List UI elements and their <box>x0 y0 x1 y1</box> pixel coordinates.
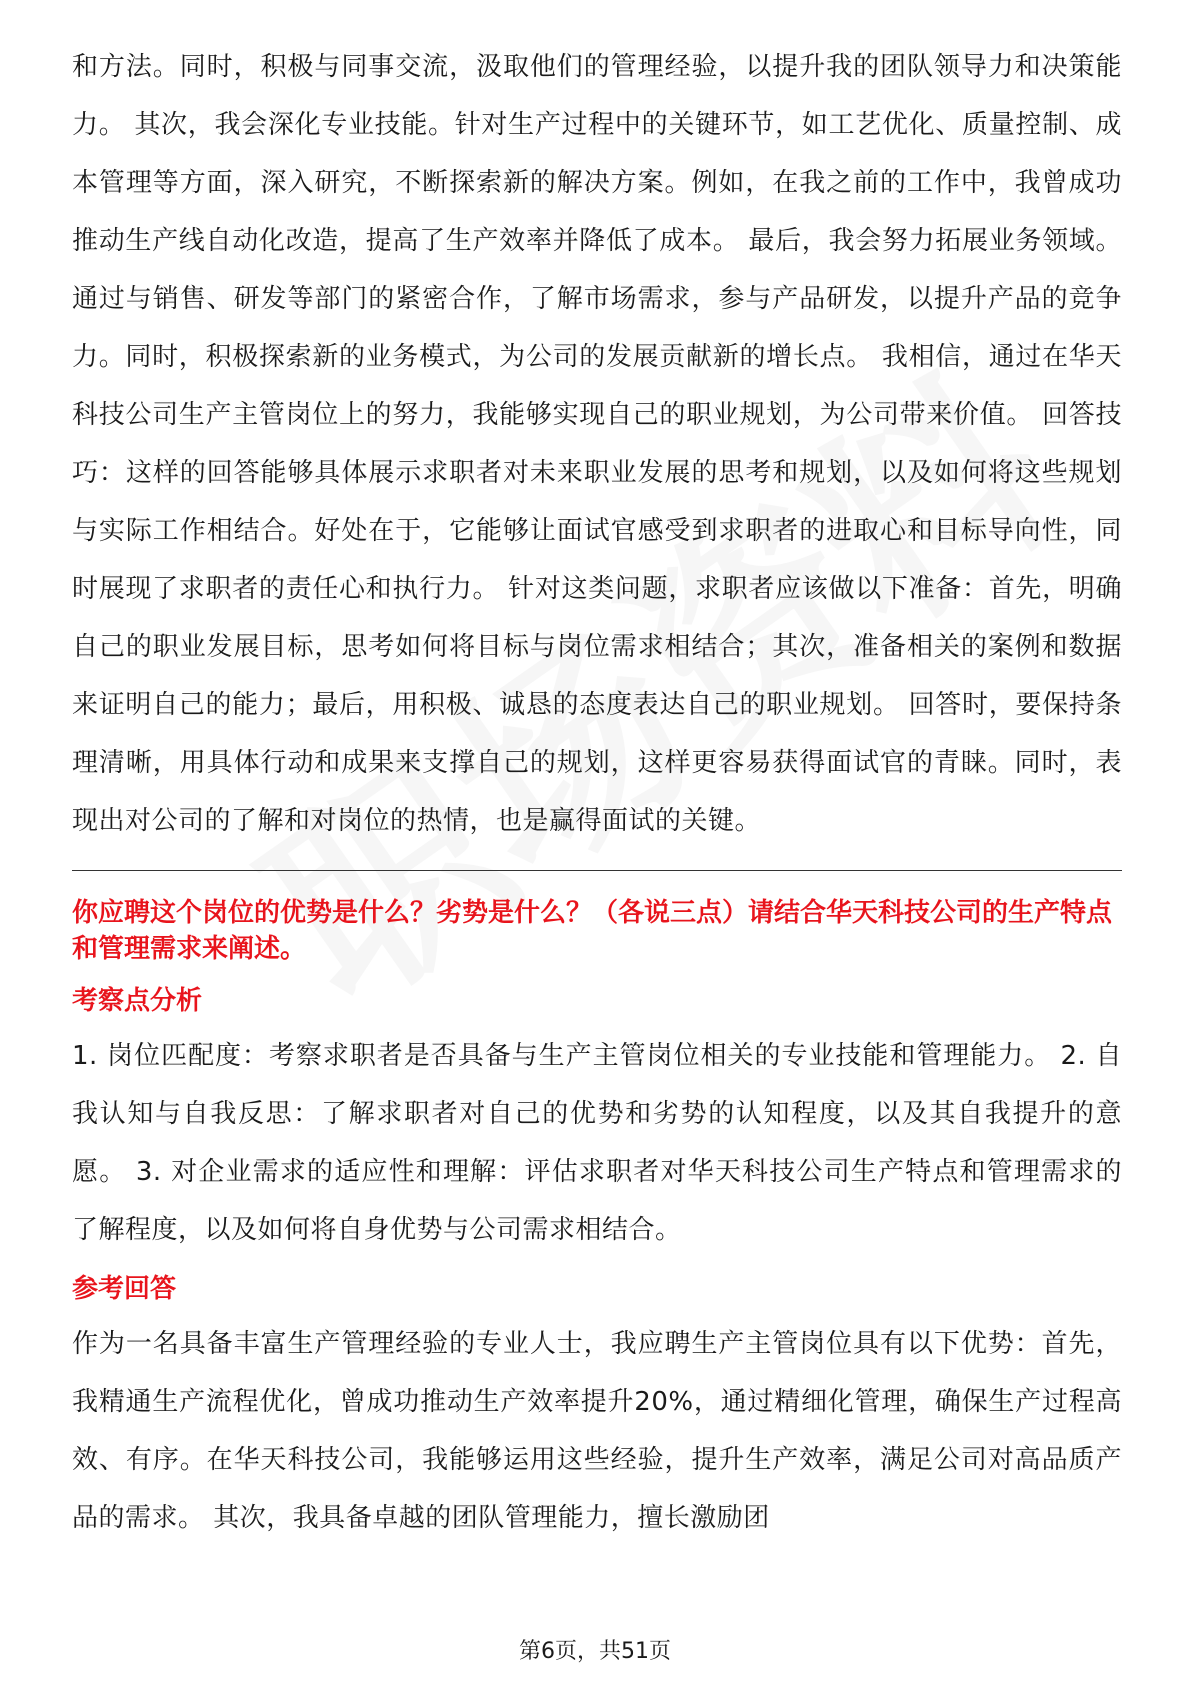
analysis-title: 考察点分析 <box>72 986 203 1016</box>
document-page <box>72 38 1122 1547</box>
answer-text: 作为一名具备丰富生产管理经验的专业人士，我应聘生产主管岗位具有以下优势：首先，我精通生产流程优化，曾成功推动生产效率提升20%，通过精细化管理，确保生产过程高效、有序。在华天科技公司，我能够运用这些经验，提升生产效率，满足公司对高品质产品的需求。 其次，我具备卓越的团队管理能力，擅长激励团 <box>72 1329 1122 1533</box>
intro-paragraph: 和方法。同时，积极与同事交流，汲取他们的管理经验，以提升我的团队领导力和决策能力。 其次，我会深化专业技能。针对生产过程中的关键环节，如工艺优化、质量控制、成本管理等方面，深入研究，不断探索新的解决方案。例如，在我之前的工作中，我曾成功推动生产线自动化改造，提高了生产效率并降低了成本。 最后，我会努力拓展业务领域。通过与销售、研发等部门的紧密合作，了解市场需求，参与产品研发，以提升产品的竞争力。同时，积极探索新的业务模式，为公司的发展贡献新的增长点。 我相信，通过在华天科技公司生产主管岗位上的努力，我能够实现自己的职业规划，为公司带来价值。 回答技巧：这样的回答能够具体展示求职者对未来职业发展的思考和规划，以及如何将这些规划与实际工作相结合。好处在于，它能够让面试官感受到求职者的进取心和目标导向性，同时展现了求职者的责任心和执行力。 针对这类问题，求职者应该做以下准备：首先，明确自己的职业发展目标，思考如何将目标与岗位需求相结合；其次，准备相关的案例和数据来证明自己的能力；最后，用积极、诚恳的态度表达自己的职业规划。 回答时，要保持条理清晰，用具体行动和成果来支撑自己的规划，这样更容易获得面试官的青睐。同时，表现出对公司的了解和对岗位的热情，也是赢得面试的关键。 <box>72 52 1122 836</box>
analysis-text: 1. 岗位匹配度：考察求职者是否具备与生产主管岗位相关的专业技能和管理能力。 2. 自我认知与自我反思：了解求职者对自己的优势和劣势的认知程度，以及其自我提升的意愿。 3. 对企业需求的适应性和理解：评估求职者对华天科技公司生产特点和管理需求的了解程度，以及如何将自身优势与公司需求相结合。 <box>72 1041 1122 1245</box>
answer-title: 参考回答 <box>72 1274 177 1304</box>
question-heading: 你应聘这个岗位的优势是什么？劣势是什么？（各说三点）请结合华天科技公司的生产特点和管理需求来阐述。 <box>72 898 1113 964</box>
section-divider <box>72 870 1122 871</box>
page-footer: 第6页，共51页 <box>519 1639 671 1664</box>
